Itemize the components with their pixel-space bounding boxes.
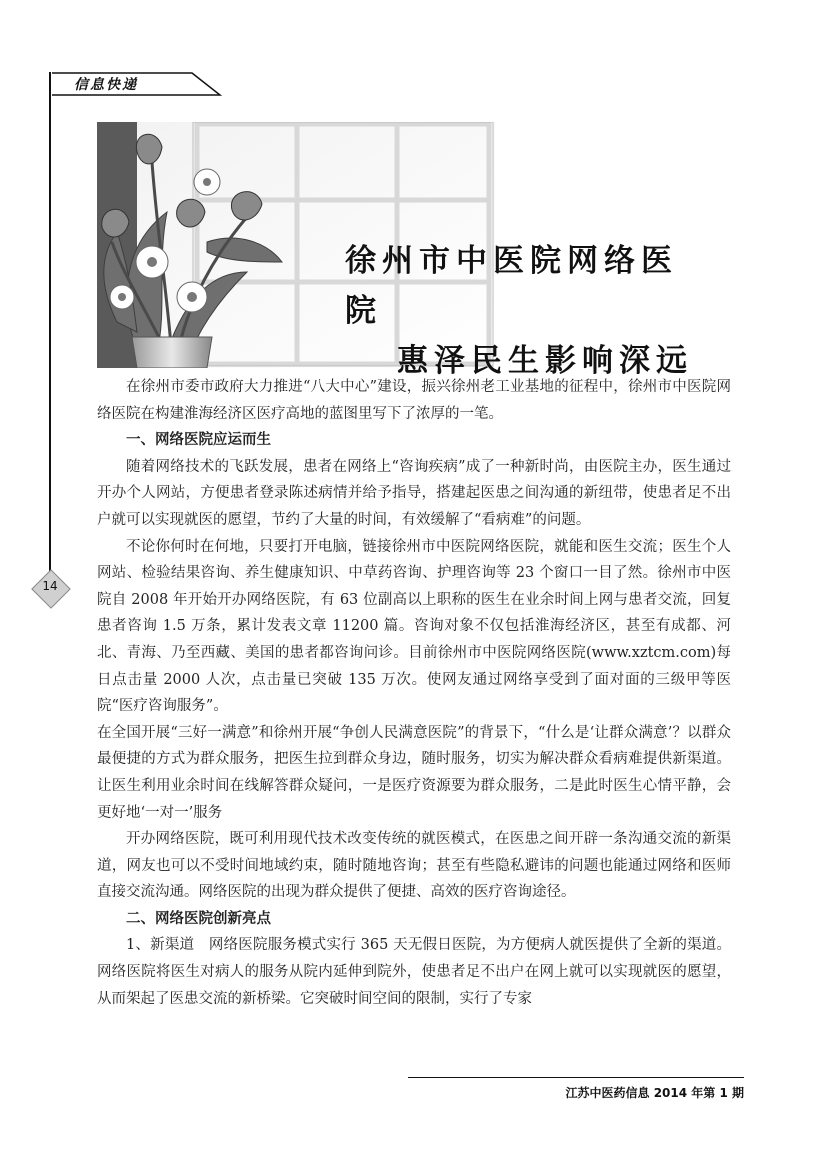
section-label: 信息快递 — [74, 77, 138, 93]
margin-rule — [49, 72, 51, 572]
paragraph-1: 随着网络技术的飞跃发展，患者在网络上“咨询疾病”成了一种新时尚，由医院主办，医生通过开办个人网站，方便患者登录陈述病情并给予指导，搭建起医患之间沟通的新纽带，使患者足不出户就可以实现就医的愿望，节约了大量的时间，有效缓解了“看病难”的问题。 — [97, 458, 731, 528]
section-heading-2: 二、网络医院创新亮点 — [126, 910, 271, 927]
paragraph-4: 开办网络医院，既可利用现代技术改变传统的就医模式，在医患之间开辟一条沟通交流的新渠道，网友也可以不受时间地域约束，随时随地咨询；甚至有些隐私避讳的问题也能通过网络和医师直接交流沟通。网络医院的出现为群众提供了便捷、高效的医疗咨询途径。 — [97, 831, 731, 901]
page-number: 14 — [42, 579, 58, 593]
paragraph-3: 在全国开展“三好一满意”和徐州开展“争创人民满意医院”的背景下，“什么是‘让群众满意’？以群众最便捷的方式为群众服务，把医生拉到群众身边，随时服务，切实为解决群众看病难提供新渠道。让医生利用业余时间在线解答群众疑问，一是医疗资源要为群众服务，二是此时医生心情平静，会更好地‘一对一’服务 — [97, 724, 731, 821]
footer-rule — [408, 1077, 744, 1078]
paragraph-5: 1、新渠道 网络医院服务模式实行 365 天无假日医院，为方便病人就医提供了全新的渠道。网络医院将医生对病人的服务从院内延伸到院外，使患者足不出户在网上就可以实现就医的愿望，从而架起了医患交流的新桥梁。它突破时间空间的限制，实行了专家 — [97, 937, 731, 1007]
article-body — [97, 374, 731, 1012]
page-number-badge — [32, 570, 68, 606]
vase — [132, 337, 212, 368]
journal-footer: 江苏中医药信息 2014 年第 1 期 — [565, 1086, 744, 1100]
section-header-tab — [52, 72, 222, 96]
paragraph-2: 不论你何时在何地，只要打开电脑，链接徐州市中医院网络医院，就能和医生交流；医生个人网站、检验结果咨询、养生健康知识、中草药咨询、护理咨询等 23 个窗口一目了然。徐州市中医院自 2008 年开始开办网络医院，有 63 位副高以上职称的医生在业余时间上网与患者交流，回复患者咨询 1.5 万条，累计发表文章 11200 篇。咨询对象不仅包括淮海经济区，甚至有成都、河北、青海、乃至西藏、美国的患者都咨询问诊。目前徐州市中医院网络医院(www.xztcm.com)每日点击量 2000 人次，点击量已突破 135 万次。使网友通过网络享受到了面对面的三级甲等医院“医疗咨询服务”。 — [97, 538, 731, 715]
title-line-2: 惠泽民生影响深远 — [397, 343, 693, 379]
section-heading-1: 一、网络医院应运而生 — [126, 432, 271, 449]
title-line-1: 徐州市中医院网络医院 — [345, 243, 678, 329]
intro-paragraph: 在徐州市委市政府大力推进“八大中心”建设，振兴徐州老工业基地的征程中，徐州市中医院网络医院在构建淮海经济区医疗高地的蓝图里写下了浓厚的一笔。 — [97, 379, 731, 422]
article-title — [345, 236, 705, 386]
